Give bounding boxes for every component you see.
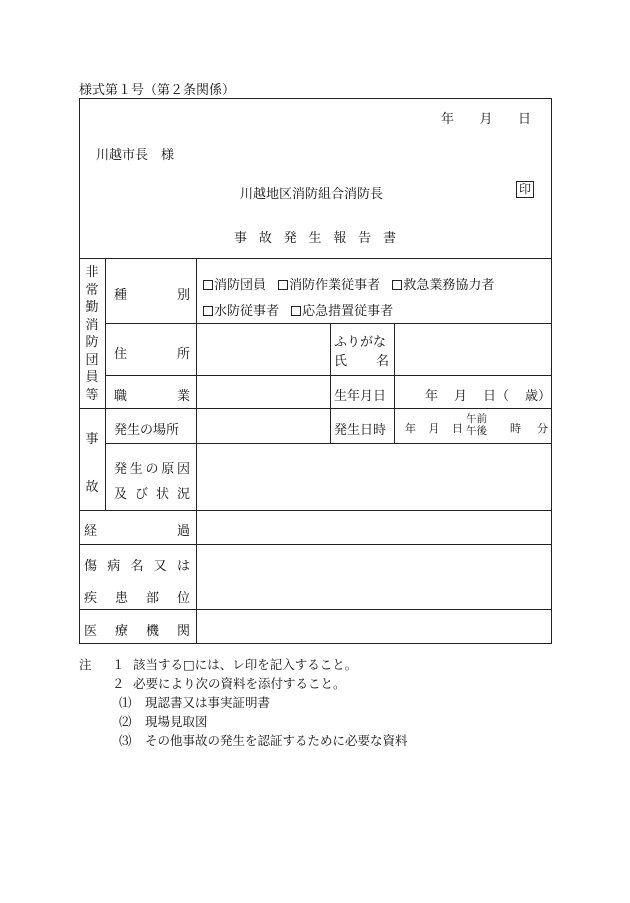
- label-char: 常: [85, 282, 99, 298]
- title-char: 生: [308, 231, 322, 246]
- datetime-label: 発生日時: [334, 423, 387, 438]
- birthdate-part: 年: [425, 389, 439, 404]
- label-char: 過: [176, 524, 190, 539]
- am-pm-choice[interactable]: [466, 413, 487, 437]
- progress-label: [84, 520, 190, 539]
- birthdate-part: 月: [453, 389, 467, 404]
- injury-label-line-2: [84, 587, 190, 606]
- label-char: 及: [114, 487, 128, 502]
- address-field[interactable]: [198, 325, 329, 374]
- option-label: 救急業務協力者: [403, 278, 495, 293]
- type-option-emergency[interactable]: [392, 278, 494, 293]
- title-char: 故: [258, 231, 272, 246]
- divider-address: [105, 375, 552, 376]
- medical-field[interactable]: [198, 611, 551, 643]
- label-char: 又: [153, 559, 167, 574]
- birthdate-part: 日（: [482, 389, 509, 404]
- name-label: [334, 350, 389, 369]
- seal-mark: 印: [516, 181, 534, 198]
- time-part: 時: [510, 422, 521, 435]
- label-char: 員: [85, 370, 99, 385]
- label-char: 患: [114, 591, 128, 606]
- divider-accident: [79, 510, 552, 511]
- medical-label: [84, 620, 190, 639]
- label-char: は: [176, 559, 190, 574]
- type-option-firefighter[interactable]: [203, 278, 266, 293]
- label-char: 非: [85, 265, 99, 280]
- title-char: 発: [283, 231, 297, 246]
- birthdate-part: 歳）: [524, 389, 551, 404]
- option-label: 応急措置従事者: [302, 304, 394, 319]
- type-label: [114, 284, 190, 303]
- label-char: 部: [145, 591, 159, 606]
- occupation-label: [114, 385, 190, 404]
- date-month: 月: [479, 112, 493, 127]
- place-label: 発生の場所: [114, 423, 180, 438]
- furigana-label: ふりがな: [334, 335, 387, 350]
- pm-label[interactable]: 午後: [466, 425, 487, 437]
- accident-label-char-2: 故: [85, 480, 99, 495]
- date-line: [441, 108, 531, 127]
- label-char: 等: [85, 387, 99, 403]
- label-char: 療: [114, 624, 128, 639]
- label-char: 防: [85, 335, 99, 350]
- type-options-row-1: [203, 274, 494, 293]
- sub-note-3-num: ⑶: [119, 733, 132, 748]
- place-field[interactable]: [198, 410, 329, 442]
- note-1-text: 該当する□には、レ印を記入すること。: [133, 657, 358, 672]
- personnel-section-label: [84, 264, 100, 404]
- divider-field-labels: [196, 258, 197, 644]
- checkbox-icon[interactable]: [291, 306, 301, 316]
- label-char: 種: [114, 288, 128, 303]
- label-char: 病: [107, 559, 121, 574]
- divider-place: [105, 443, 552, 444]
- sub-note-1-text: 現認書又は事実証明書: [145, 695, 271, 710]
- label-char: 位: [176, 591, 190, 606]
- label-char: 状: [155, 487, 169, 502]
- progress-field[interactable]: [198, 512, 551, 543]
- checkbox-icon[interactable]: [203, 306, 213, 316]
- type-option-flood[interactable]: [203, 304, 279, 319]
- label-char: 医: [84, 624, 98, 639]
- address-label: [114, 343, 190, 362]
- notes-prefix: 注: [79, 657, 92, 672]
- type-option-fire-work[interactable]: [278, 278, 380, 293]
- label-char: 別: [176, 288, 190, 303]
- birthdate-label: 生年月日: [334, 389, 387, 404]
- divider-injury: [79, 609, 552, 610]
- label-char: 勤: [85, 300, 99, 315]
- divider-type: [105, 323, 552, 324]
- label-char: の: [145, 462, 159, 477]
- label-char: 経: [84, 524, 98, 539]
- time-part: 分: [537, 422, 548, 435]
- label-char: 所: [176, 347, 190, 362]
- label-char: 因: [176, 462, 190, 477]
- sub-note-2-num: ⑵: [119, 714, 132, 729]
- occupation-field[interactable]: [198, 377, 329, 407]
- divider-progress: [79, 544, 552, 545]
- label-char: 原: [161, 462, 175, 477]
- label-char: 業: [176, 389, 190, 404]
- sub-note-3-text: その他事故の発生を認証するために必要な資料: [145, 733, 408, 748]
- am-label[interactable]: 午前: [466, 413, 487, 425]
- datetime-time-field[interactable]: [510, 420, 548, 436]
- option-label: 消防作業従事者: [289, 278, 381, 293]
- note-2-num: ２: [112, 676, 125, 691]
- type-options-row-2: [203, 300, 393, 319]
- datetime-date-field[interactable]: [405, 420, 463, 436]
- date-year: 年: [441, 112, 455, 127]
- divider-section-labels: [105, 258, 106, 510]
- label-char: 関: [176, 624, 190, 639]
- sub-note-1-num: ⑴: [119, 695, 132, 710]
- label-char: 団: [85, 352, 99, 368]
- title-char: 報: [333, 231, 347, 246]
- checkbox-icon[interactable]: [278, 280, 288, 290]
- label-char: 名: [375, 354, 389, 369]
- date-day: 日: [517, 112, 531, 127]
- form-number: 様式第１号（第２条関係）: [79, 83, 236, 98]
- cause-field[interactable]: [198, 445, 551, 509]
- note-2-text: 必要により次の資料を添付すること。: [133, 676, 346, 691]
- label-char: 消: [85, 317, 99, 333]
- checkbox-icon[interactable]: [392, 280, 402, 290]
- birthdate-field[interactable]: [425, 385, 551, 404]
- option-label: 水防従事者: [214, 304, 280, 319]
- label-char: 機: [145, 624, 159, 639]
- divider-personnel: [79, 408, 552, 409]
- cause-label-line-1: [114, 458, 190, 477]
- datetime-part: 月: [428, 422, 440, 435]
- document-title: [234, 227, 396, 246]
- addressee: 川越市長 様: [96, 148, 175, 163]
- accident-label-char-1: 事: [85, 432, 99, 447]
- label-char: 疾: [84, 591, 98, 606]
- title-char: 事: [234, 231, 248, 246]
- label-char: 職: [114, 389, 128, 404]
- datetime-part: 年: [405, 422, 416, 435]
- injury-label-line-1: [84, 555, 190, 574]
- label-char: 住: [114, 347, 128, 362]
- name-field[interactable]: [396, 325, 551, 374]
- datetime-part: 日: [452, 422, 463, 435]
- label-char: 況: [176, 487, 190, 502]
- cause-label-line-2: [114, 483, 190, 502]
- divider-header: [79, 258, 552, 259]
- checkbox-icon[interactable]: [203, 280, 213, 290]
- label-char: 生: [129, 462, 143, 477]
- type-option-first-response[interactable]: [291, 304, 393, 319]
- injury-field[interactable]: [198, 546, 551, 608]
- option-label: 消防団員: [214, 278, 267, 293]
- label-char: 氏: [334, 354, 348, 369]
- title-char: 書: [382, 231, 396, 246]
- title-char: 告: [358, 231, 372, 246]
- label-char: 発: [114, 462, 128, 477]
- label-char: 名: [130, 559, 144, 574]
- divider-right-values: [394, 323, 395, 443]
- label-char: 傷: [84, 559, 98, 574]
- divider-right-labels: [330, 323, 331, 443]
- note-1-num: １: [112, 657, 125, 672]
- sub-note-2-text: 現場見取図: [145, 714, 208, 729]
- label-char: び: [134, 487, 148, 502]
- issuer: 川越地区消防組合消防長: [240, 187, 384, 202]
